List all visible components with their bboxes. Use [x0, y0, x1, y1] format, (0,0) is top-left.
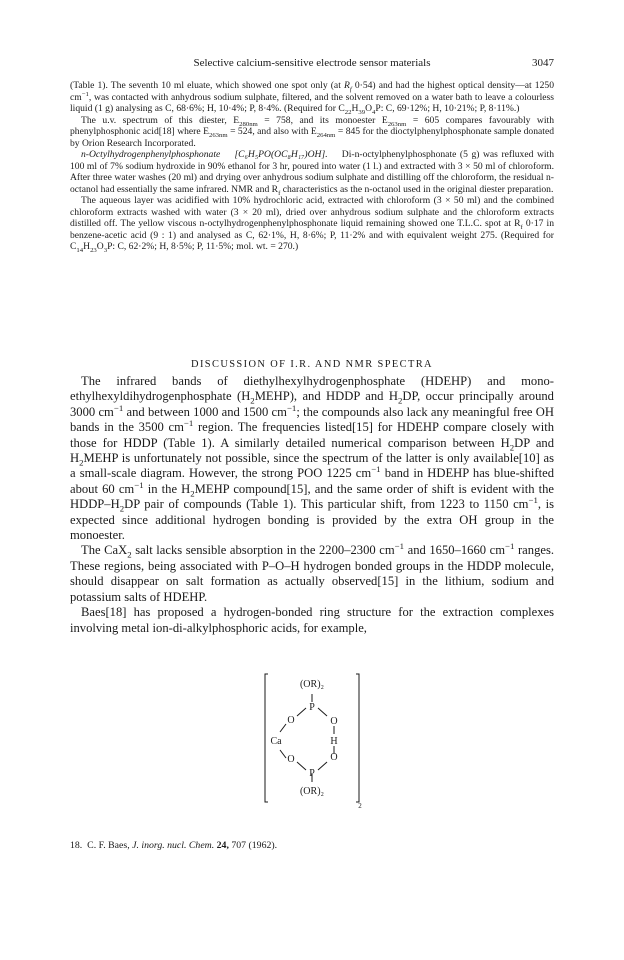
- discussion-paragraph-1: The infrared bands of diethylhexylhydrogenphosphate (HDEHP) and mono-ethylhexyldihydrogenphosphate $(H_2MEHP)$, and HDDP and $H_2DP$, occur principally around 3000 $cm^{-1}$ and between 1000 and 1500 $cm^{-1}$; the compounds also lack any meaningful free OH bands in the 3500 $cm^{-1}$ region. The frequencies listed[15] for HDEHP compare closely with those for HDDP (Table 1). A similarly detailed numerical comparison between $H_2DP$ and $H_2MEHP$ is unfortunately not possible, since the spectrum of the latter is only available[10] as a small-scale diagram. However, the strong POO 1225 $cm^{-1}$ band in HDEHP has blue-shifted about 60 $cm^{-1}$ in the $H_2MEHP$ compound[15], and the same order of shift is evident with the HDDP–$H_2DP$ pair of compounds (Table 1). This particular shift, from 1223 to 1150 $cm^{-1}$, is expected since additional hydrogen bonding is provided by the extra OH group in the monoester.: [70, 374, 555, 543]
- oxygen-3: O: [330, 752, 338, 763]
- compound-title: n-Octylhydrogenphenylphosphonate: [81, 149, 221, 160]
- left-bracket: [265, 674, 268, 802]
- oxygen-1: O: [287, 715, 295, 726]
- running-header: [70, 56, 554, 70]
- calcium-atom: Ca: [270, 736, 282, 747]
- compound-formula: [C₆H₅PO(OC₈H₁₇)OH].: [234, 149, 328, 160]
- discussion-paragraph-3: Baes[18] has proposed a hydrogen-bonded ring structure for the extraction complexes involving metal ion-di-alkylphosphoric acids, for example,: [70, 605, 554, 635]
- discussion-paragraph-2: The CaX$_2$ salt lacks sensible absorption in the 2200–2300 $cm^{-1}$ and 1650–1660 $cm^{-1}$ ranges. These regions, being associated with P–O–H hydrogen bonded groups in the HDDP molecule, should disappear on salt formation as actually observed[15] in the lithium, sodium and potassium salts of HDEHP.: [70, 541, 555, 604]
- discussion-section: [70, 374, 554, 636]
- bond-o4-p: [297, 762, 306, 770]
- bracket-subscript: 2: [358, 802, 362, 810]
- bottom-substituent: (OR)₂: [299, 786, 325, 797]
- right-bracket: [356, 674, 359, 802]
- page-number: 3047: [532, 57, 554, 69]
- bottom-phosphorus: P: [309, 768, 315, 779]
- experimental-paragraph-4: The aqueous layer was acidified with 10% hydrochloric acid, extracted with chloroform (3 × 50 ml) and the combined chloroform extracts washed with water (3 × 20 ml), dried over anhydrous sodium sulphate and the chloroform extracts distilled off. The yellow viscous n-octylhydrogenphenylphosphonate liquid remaining showed one T.L.C. spot at $R_f$ 0·17 in benzene-acetic acid (9 : 1) and analysed as C, 62·1%, H, 8·6%; P, 11·2% and with equivalent weight 275. (Required for $C_{14}H_{23}O_3P$: C, 62·2%; H, 8·5%; P, 11·5%; mol. wt. = 270.): [70, 195, 554, 254]
- top-phosphorus: P: [309, 702, 315, 713]
- running-title: Selective calcium-sensitive electrode sensor materials: [193, 57, 431, 69]
- hydrogen-atom: H: [330, 736, 338, 747]
- bond-p-o2: [318, 708, 327, 716]
- oxygen-4: O: [287, 754, 295, 765]
- experimental-section: [70, 80, 554, 253]
- bond-o1-ca: [280, 724, 286, 732]
- ring-structure-diagram: [262, 670, 362, 810]
- footnote-reference: 18. C. F. Baes, J. inorg. nucl. Chem. 24, 707 (1962).: [70, 840, 278, 851]
- bond-ca-o4: [280, 750, 286, 758]
- oxygen-2: O: [330, 716, 338, 727]
- bond-o3-p: [318, 762, 327, 770]
- bond-p-o1: [297, 708, 306, 716]
- experimental-paragraph-1: (Table 1). The seventh 10 ml eluate, which showed one spot only (at $R_f$ 0·54) and had the highest optical density—at 1250 $cm^{-1}$, was contacted with anhydrous sodium sulphate, filtered, and the solvent removed on a water bath to leave a colourless liquid (1 g) analysing as C, 68·6%; H, 10·4%; P, 8·4%. (Required for $C_{22}H_{39}O_4P$: C, 69·12%; H, 10·21%; P, 8·11%.): [70, 80, 554, 116]
- experimental-paragraph-2: The u.v. spectrum of this diester, $E_{280nm} = 758$, and its monoester $E_{263nm} = 605$ compares favourably with phenylphosphonic acid[18] where $E_{263nm} = 524$, and also with $E_{264nm} = 845$ for the dioctylphenylphosphonate sample donated by Orion Research Incorporated.: [70, 114, 555, 149]
- section-heading: DISCUSSION OF I.R. AND NMR SPECTRA: [191, 359, 433, 370]
- top-substituent: (OR)₂: [299, 679, 325, 690]
- experimental-paragraph-3: n-Octylhydrogenphenylphosphonate [C₆H₅PO(OC₈H₁₇)OH]. Di-n-octylphenylphosphonate (5 g) was refluxed with 100 ml of 7% sodium hydroxide in 90% ethanol for 3 hr, poured into water (1 l.) and extracted with 3 × 50 ml of chloroform. After three water washes (20 ml) and drying over anhydrous sodium sulphate and distilling off the chloroform, the residual n-octanol had essentially the same infrared. NMR and $R_f$ characteristics as the n-octanol used in the original diester preparation.: [70, 149, 555, 197]
